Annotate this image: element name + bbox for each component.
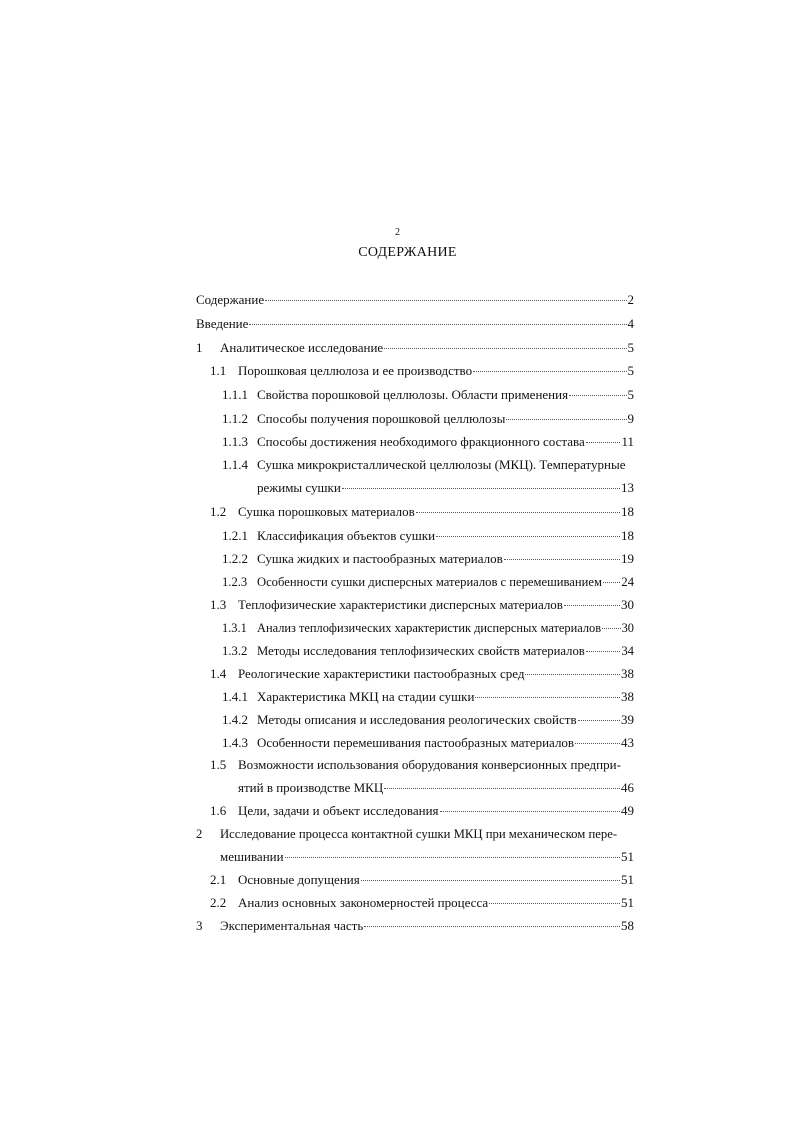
entry-page: 38 — [621, 666, 634, 681]
dot-leader — [473, 361, 626, 372]
toc-entry-1-1-3 — [222, 434, 634, 450]
dot-leader — [416, 502, 620, 513]
entry-number: 1.3.2 — [222, 644, 248, 658]
entry-page: 39 — [621, 712, 634, 727]
dot-leader — [384, 778, 620, 789]
toc-entry-3 — [196, 918, 634, 934]
toc-entry-1-3-1 — [222, 620, 634, 636]
toc-entry-1-2-2 — [222, 551, 634, 567]
entry-text: Классификация объектов сушки — [257, 528, 436, 543]
entry-text: Способы достижения необходимого фракционного состава — [257, 434, 585, 449]
entry-page: 51 — [621, 872, 634, 887]
dot-leader — [436, 526, 620, 537]
dot-leader — [525, 664, 620, 675]
dot-leader — [564, 595, 620, 606]
toc-entry-1-2-3 — [222, 574, 634, 590]
entry-page: 46 — [621, 780, 634, 795]
dot-leader — [489, 893, 620, 904]
dot-leader — [249, 314, 626, 325]
toc-entry-1-5-line1 — [210, 757, 634, 773]
dot-leader — [342, 478, 620, 489]
dot-leader — [506, 409, 626, 420]
entry-number: 1 — [196, 340, 203, 355]
entry-page: 5 — [627, 363, 634, 378]
entry-page: 2 — [627, 292, 634, 307]
dot-leader — [364, 916, 620, 927]
toc-title: СОДЕРЖАНИЕ — [358, 245, 457, 260]
dot-leader — [586, 432, 621, 443]
toc-entry-1-1-4 — [257, 480, 634, 496]
entry-text: Порошковая целлюлоза и ее производство — [238, 363, 473, 378]
entry-page: 30 — [621, 621, 634, 635]
toc-entry-1-3 — [210, 597, 634, 613]
dot-leader — [285, 847, 620, 858]
entry-number: 3 — [196, 918, 203, 933]
entry-page: 24 — [621, 575, 634, 589]
toc-entry-contents — [196, 292, 634, 308]
dot-leader — [475, 687, 620, 698]
entry-page: 38 — [621, 689, 634, 704]
entry-page: 4 — [627, 316, 634, 331]
entry-text: Методы описания и исследования реологических свойств — [257, 712, 577, 727]
toc-entry-2-line1 — [196, 826, 634, 842]
entry-number: 1.4.1 — [222, 689, 248, 704]
toc-entry-1-6 — [210, 803, 634, 819]
entry-text: Аналитическое исследование — [220, 340, 384, 355]
entry-number: 2 — [196, 827, 203, 841]
entry-text: Цели, задачи и объект исследования — [238, 803, 439, 818]
toc-entry-2-1 — [210, 872, 634, 888]
dot-leader — [575, 733, 620, 744]
entry-text: Теплофизические характеристики дисперсных материалов — [238, 597, 563, 612]
entry-text-continued: режимы сушки — [257, 480, 341, 495]
entry-number: 1.1.3 — [222, 434, 248, 449]
entry-text: Анализ основных закономерностей процесса — [238, 895, 489, 910]
entry-page: 30 — [621, 597, 634, 612]
entry-text: Основные допущения — [238, 872, 360, 887]
entry-page: 11 — [621, 434, 634, 449]
toc-entry-1-4 — [210, 666, 634, 682]
dot-leader — [602, 618, 621, 629]
entry-page: 49 — [621, 803, 634, 818]
entry-page: 18 — [621, 528, 634, 543]
toc-entry-1-4-1 — [222, 689, 634, 705]
dot-leader — [586, 641, 621, 652]
toc-entry-1-1-2 — [222, 411, 634, 427]
toc-entry-2-2 — [210, 895, 634, 911]
toc-entry-2 — [220, 849, 634, 865]
toc-entry-introduction — [196, 316, 634, 332]
dot-leader — [265, 290, 626, 301]
entry-number: 1.2.3 — [222, 575, 248, 589]
dot-leader — [603, 572, 620, 583]
entry-text: Анализ теплофизических характеристик дисперсных материалов — [257, 621, 602, 635]
entry-text-continued: ятий в производстве МКЦ — [238, 780, 384, 795]
entry-page: 34 — [621, 644, 634, 658]
toc-entry-1-1-1 — [222, 387, 634, 403]
entry-number: 1.6 — [210, 803, 227, 818]
dot-leader — [578, 710, 620, 721]
entry-number: 1.4.2 — [222, 712, 248, 727]
toc-entry-1-5 — [238, 780, 634, 796]
entry-number: 1.1.1 — [222, 387, 248, 402]
entry-number: 1.4 — [210, 666, 227, 681]
dot-leader — [384, 338, 626, 349]
toc-entry-1-1-4-line1 — [222, 457, 634, 473]
dot-leader — [569, 385, 626, 396]
entry-page: 19 — [621, 551, 634, 566]
entry-text: Сушка жидких и пастообразных материалов — [257, 551, 503, 566]
entry-number: 1.1.4 — [222, 457, 248, 472]
entry-number: 1.3.1 — [222, 621, 247, 635]
entry-text-continued: мешивании — [220, 849, 284, 864]
entry-text: Сушка микрокристаллической целлюлозы (МКЦ). Температурные — [257, 457, 626, 472]
entry-page: 51 — [621, 849, 634, 864]
entry-text: Экспериментальная часть — [220, 918, 364, 933]
dot-leader — [440, 801, 620, 812]
entry-page: 13 — [621, 480, 634, 495]
entry-text: Введение — [196, 316, 249, 331]
entry-text: Характеристика МКЦ на стадии сушки — [257, 689, 475, 704]
entry-page: 5 — [627, 387, 634, 402]
entry-text: Особенности перемешивания пастообразных материалов — [257, 735, 575, 750]
entry-page: 43 — [621, 735, 634, 750]
entry-number: 1.1 — [210, 363, 227, 378]
entry-number: 1.1.2 — [222, 411, 248, 426]
entry-number: 1.2.1 — [222, 528, 248, 543]
entry-number: 1.5 — [210, 757, 227, 772]
entry-text: Свойства порошковой целлюлозы. Области применения — [257, 387, 569, 402]
entry-page: 18 — [621, 504, 634, 519]
entry-text: Сушка порошковых материалов — [238, 504, 415, 519]
toc-entry-1-1 — [210, 363, 634, 379]
entry-number: 1.2.2 — [222, 551, 248, 566]
dot-leader — [504, 549, 620, 560]
toc-entry-1-2-1 — [222, 528, 634, 544]
entry-number: 1.4.3 — [222, 735, 248, 750]
dot-leader — [361, 870, 620, 881]
entry-number: 1.3 — [210, 597, 227, 612]
entry-text: Содержание — [196, 292, 265, 307]
entry-text: Способы получения порошковой целлюлозы — [257, 411, 506, 426]
entry-page: 51 — [621, 895, 634, 910]
toc-entry-1 — [196, 340, 634, 356]
toc-entry-1-4-2 — [222, 712, 634, 728]
entry-text: Особенности сушки дисперсных материалов с перемешиванием — [257, 575, 602, 589]
entry-page: 58 — [621, 918, 634, 933]
entry-page: 9 — [627, 411, 634, 426]
entry-number: 2.2 — [210, 895, 227, 910]
toc-entry-1-4-3 — [222, 735, 634, 751]
entry-text: Реологические характеристики пастообразных сред — [238, 666, 525, 681]
entry-text: Методы исследования теплофизических свойств материалов — [257, 644, 585, 658]
entry-text: Возможности использования оборудования конверсионных предпри- — [238, 757, 621, 772]
entry-number: 1.2 — [210, 504, 227, 519]
page-number: 2 — [395, 227, 400, 238]
entry-number: 2.1 — [210, 872, 227, 887]
toc-entry-1-2 — [210, 504, 634, 520]
toc-entry-1-3-2 — [222, 643, 634, 659]
entry-text: Исследование процесса контактной сушки МКЦ при механическом пере- — [220, 827, 618, 841]
entry-page: 5 — [627, 340, 634, 355]
